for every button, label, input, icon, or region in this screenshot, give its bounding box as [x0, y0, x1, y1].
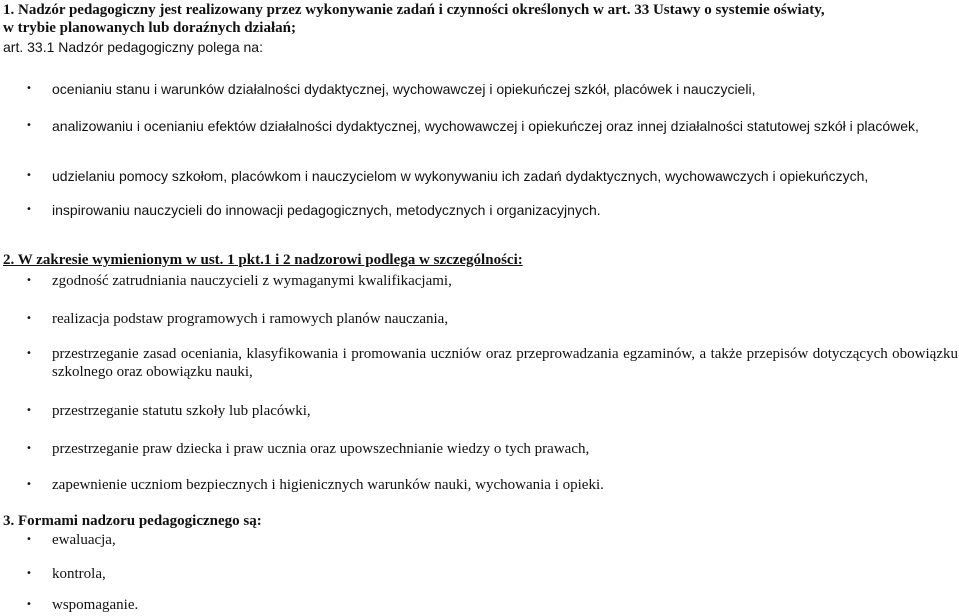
bullet-icon: • — [26, 443, 32, 454]
section-1-heading-line-1: 1. Nadzór pedagogiczny jest realizowany przez wykonywanie zadań i czynności określonych w art. 33 Ustawy o systemie oświaty, — [3, 2, 825, 18]
list-item — [26, 596, 958, 614]
bullet-icon: • — [26, 348, 32, 359]
list-item-text: przestrzeganie statutu szkoły lub placówki, — [52, 403, 311, 419]
list-item — [26, 345, 958, 381]
list-item-text: analizowaniu i ocenianiu efektów działalności dydaktycznej, wychowawczej i opiekuńczej oraz innej działalności statutowej szkół i placówek, — [52, 118, 919, 134]
section-3-heading: 3. Formami nadzoru pedagogicznego są: — [3, 513, 262, 529]
list-item-text: inspirowaniu nauczycieli do innowacji pedagogicznych, metodycznych i organizacyjnych. — [52, 202, 601, 218]
list-item-text: kontrola, — [52, 566, 106, 582]
list-item-text: przestrzeganie praw dziecka i praw ucznia oraz upowszechnianie wiedzy o tych prawach, — [52, 441, 590, 457]
list-item-text: realizacja podstaw programowych i ramowych planów nauczania, — [52, 311, 449, 327]
bullet-icon: • — [26, 83, 32, 94]
bullet-icon: • — [26, 120, 32, 131]
list-item-text: wspomaganie. — [52, 597, 139, 613]
list-item-text: udzielaniu pomocy szkołom, placówkom i nauczycielom w wykonywaniu ich zadań dydaktycznych, wychowawczych i opiekuńczych, — [52, 168, 869, 184]
bullet-icon: • — [26, 479, 32, 490]
bullet-icon: • — [26, 204, 32, 215]
list-item — [26, 565, 958, 583]
list-item-text: ocenianiu stanu i warunków działalności dydaktycznej, wychowawczej i opiekuńczej szkół, placówek i nauczycieli, — [52, 81, 756, 97]
list-item-text: zapewnienie uczniom bezpiecznych i higienicznych warunków nauki, wychowania i opieki. — [52, 477, 604, 493]
list-item — [26, 117, 958, 135]
list-item — [26, 402, 958, 420]
bullet-icon: • — [26, 170, 32, 181]
bullet-icon: • — [26, 599, 32, 610]
list-item — [26, 310, 958, 328]
bullet-icon: • — [26, 275, 32, 286]
list-item — [26, 440, 958, 458]
list-item — [26, 476, 958, 494]
list-item — [26, 80, 958, 98]
list-item — [26, 531, 958, 549]
section-1-heading-line-2: w trybie planowanych lub doraźnych działań; — [3, 20, 296, 36]
list-item-text: zgodność zatrudniania nauczycieli z wymaganymi kwalifikacjami, — [52, 273, 452, 289]
bullet-icon: • — [26, 568, 32, 579]
list-item — [26, 201, 958, 219]
list-item — [26, 167, 958, 185]
bullet-icon: • — [26, 405, 32, 416]
list-item-text: ewaluacja, — [52, 532, 116, 548]
list-item-text: przestrzeganie zasad oceniania, klasyfikowania i promowania uczniów oraz przeprowadzania egzaminów, a także przepisów dotyczących obowiązku szkolnego oraz obowiązku nauki, — [52, 346, 958, 380]
section-1-intro: art. 33.1 Nadzór pedagogiczny polega na: — [3, 39, 263, 55]
list-item — [26, 272, 958, 290]
bullet-icon: • — [26, 534, 32, 545]
bullet-icon: • — [26, 313, 32, 324]
section-2-heading: 2. W zakresie wymienionym w ust. 1 pkt.1 i 2 nadzorowi podlega w szczególności: — [3, 252, 523, 268]
